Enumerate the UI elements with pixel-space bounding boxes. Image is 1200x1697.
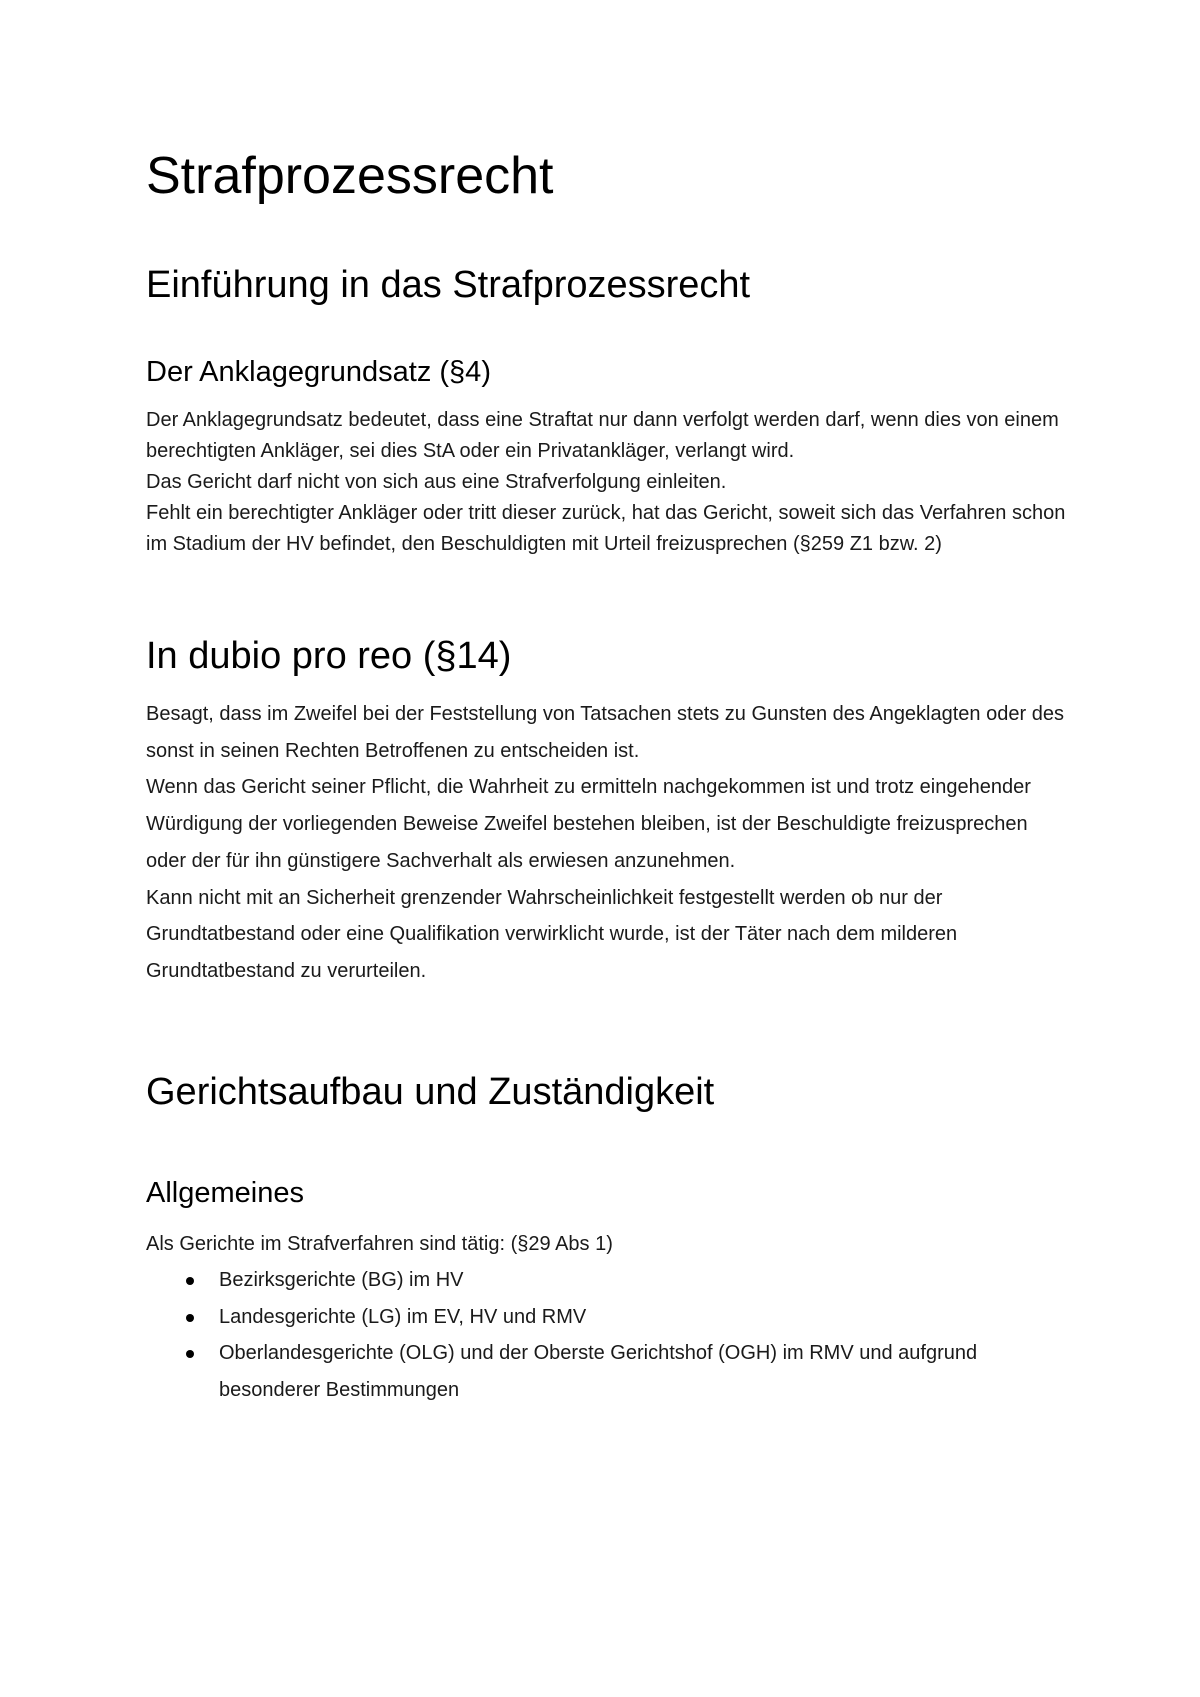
paragraph: Das Gericht darf nicht von sich aus eine Strafverfolgung einleiten. <box>146 471 727 493</box>
list-item <box>146 1262 1066 1299</box>
paragraph: Fehlt ein berechtigter Ankläger oder tritt dieser zurück, hat das Gericht, soweit sich das Verfahren schon im Stadium der HV befindet, den Beschuldigten mit Urteil freizusprechen (§259 Z1 bzw. 2) <box>146 502 1066 555</box>
section-heading-einfuehrung: Einführung in das Strafprozessrecht <box>146 264 751 306</box>
paragraph: Besagt, dass im Zweifel bei der Feststellung von Tatsachen stets zu Gunsten des Angeklagten oder des sonst in seinen Rechten Betroffenen zu entscheiden ist. <box>146 703 1064 762</box>
in-dubio-body <box>146 696 1066 990</box>
anklagegrundsatz-body <box>146 405 1066 560</box>
section-heading-gerichtsaufbau: Gerichtsaufbau und Zuständigkeit <box>146 1071 715 1113</box>
bullet-icon <box>186 1277 194 1285</box>
document-title: Strafprozessrecht <box>146 147 554 205</box>
subheading-anklagegrundsatz: Der Anklagegrundsatz (§4) <box>146 356 491 388</box>
subheading-allgemeines: Allgemeines <box>146 1177 304 1209</box>
gerichte-list <box>146 1262 1066 1409</box>
bullet-icon <box>186 1350 194 1358</box>
list-item <box>146 1335 1066 1408</box>
list-item-text: Oberlandesgerichte (OLG) und der Oberste Gerichtshof (OGH) im RMV und aufgrund besonderer Bestimmungen <box>219 1342 978 1402</box>
paragraph: Der Anklagegrundsatz bedeutet, dass eine Straftat nur dann verfolgt werden darf, wenn dies von einem berechtigten Ankläger, sei dies StA oder ein Privatankläger, verlangt wird. <box>146 409 1059 462</box>
paragraph: Kann nicht mit an Sicherheit grenzender Wahrscheinlichkeit festgestellt werden ob nur der Grundtatbestand oder eine Qualifikation verwirklicht wurde, ist der Täter nach dem milderen Grundtatbestand zu verurteilen. <box>146 886 958 982</box>
paragraph: Wenn das Gericht seiner Pflicht, die Wahrheit zu ermitteln nachgekommen ist und trotz eingehender Würdigung der vorliegenden Beweise Zweifel bestehen bleiben, ist der Beschuldigte freizusprechen oder der für ihn günstigere Sachverhalt als erwiesen anzunehmen. <box>146 776 1031 872</box>
list-item-text: Landesgerichte (LG) im EV, HV und RMV <box>219 1305 587 1328</box>
section-heading-in-dubio: In dubio pro reo (§14) <box>146 635 512 677</box>
gerichte-intro: Als Gerichte im Strafverfahren sind tätig: (§29 Abs 1) <box>146 1233 613 1255</box>
list-item <box>146 1299 1066 1336</box>
list-item-text: Bezirksgerichte (BG) im HV <box>219 1269 464 1291</box>
bullet-icon <box>186 1314 194 1322</box>
